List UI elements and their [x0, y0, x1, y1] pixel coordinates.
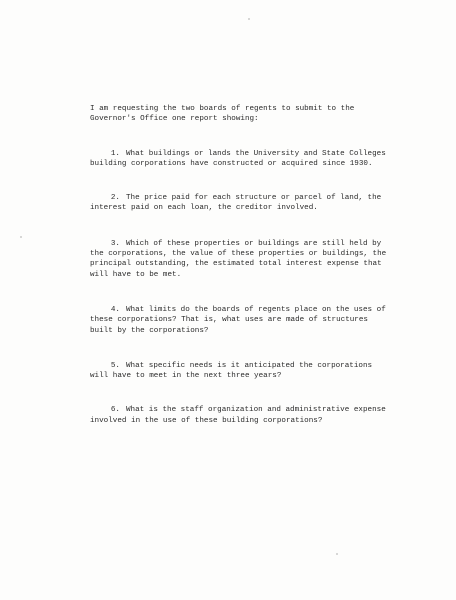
item-number: 2.: [110, 194, 120, 203]
item-number: 6.: [110, 406, 120, 415]
list-item-4: [90, 305, 390, 336]
item-text: What limits do the boards of regents place on the uses of these corporations? That is, what uses are made of structures built by the corporations?: [90, 305, 386, 335]
list-item-2: [90, 193, 390, 214]
item-text: The price paid for each structure or parcel of land, the interest paid on each loan, the creditor involved.: [90, 194, 382, 213]
item-text: What is the staff organization and administrative expense involved in the use of these building corporations?: [90, 406, 386, 425]
list-item-1: [90, 149, 390, 170]
list-item-6: [90, 405, 390, 426]
intro-paragraph: I am requesting the two boards of regents to submit to the Governor's Office one report showing:: [90, 105, 355, 124]
item-number: 4.: [110, 305, 120, 314]
item-number: 5.: [110, 361, 120, 370]
item-text: What specific needs is it anticipated the corporations will have to meet in the next three years?: [90, 361, 373, 381]
item-number: 1.: [110, 149, 120, 158]
letter-body: [90, 104, 390, 426]
item-number: 3.: [110, 239, 120, 248]
list-item-3: [90, 239, 390, 280]
item-text: What buildings or lands the University and State Colleges building corporations have constructed or acquired since 1930.: [90, 149, 386, 168]
item-text: Which of these properties or buildings are still held by the corporations, the value of these properties or buildings, the principal outstanding, the estimated total interest expense that will have to be met.: [90, 239, 387, 279]
list-item-5: [90, 361, 390, 382]
